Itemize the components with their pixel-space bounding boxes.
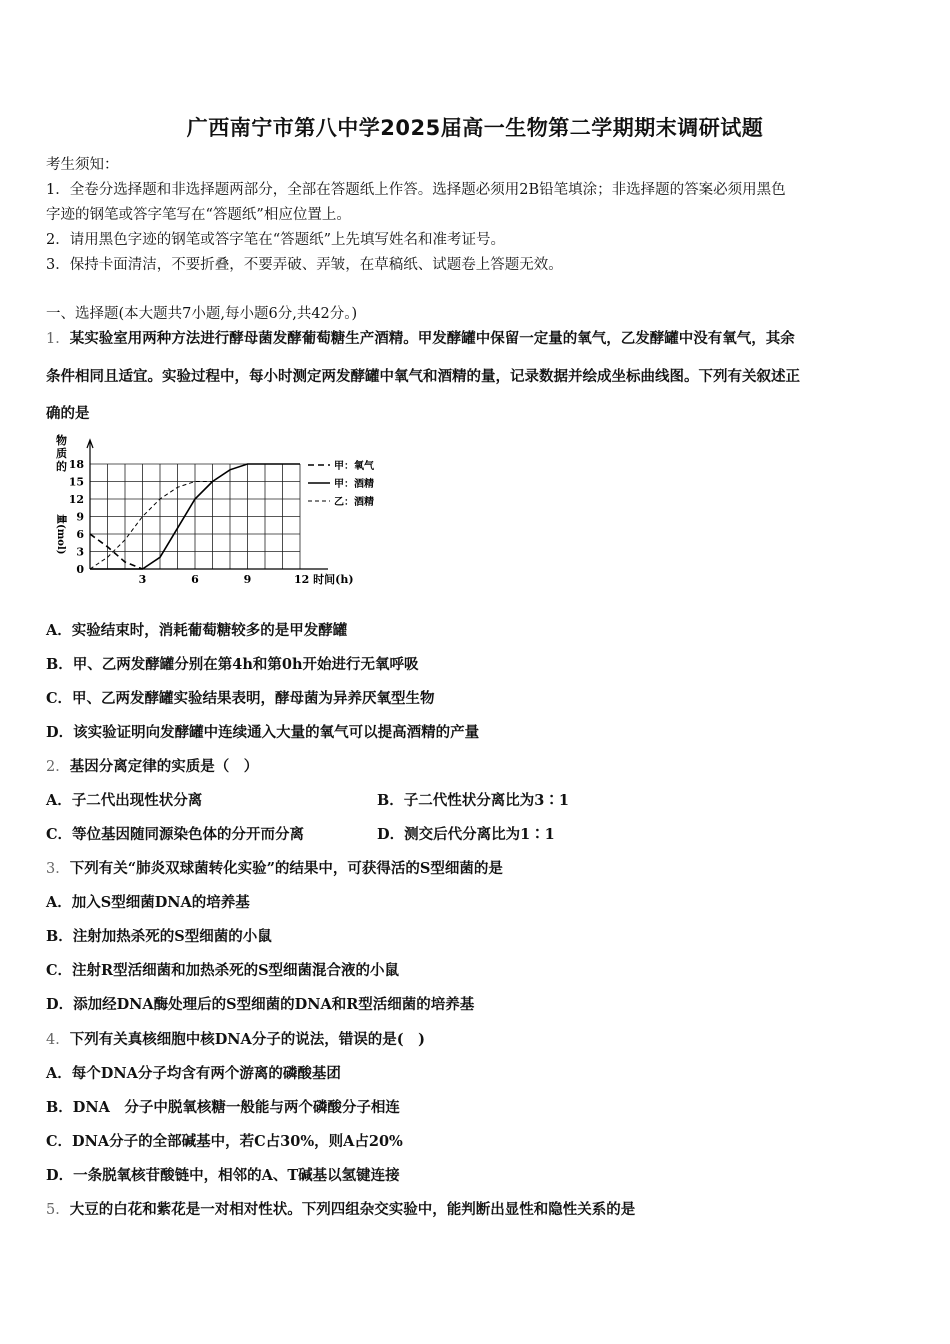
notice-item: 1．全卷分选择题和非选择题两部分，全部在答题纸上作答。选择题必须用2B铅笔填涂；非选择题的答案必须用黑色 [46,182,786,198]
chart-legend [308,459,375,508]
chart-xlabel: 12 时间(h) [294,573,354,586]
chart-ylabel [56,433,67,473]
question-number: 3． [46,861,70,877]
question-2 [46,755,258,776]
q4-option-b: B．DNA 分子中脱氧核糖一般能与两个磷酸分子相连 [46,1099,400,1116]
q2-option-d: D．测交后代分离比为1∶1 [377,826,555,843]
chart-grid [90,464,300,569]
ylabel-char: 质 [56,447,67,460]
q3-option-d: D．添加经DNA酶处理后的S型细菌的DNA和R型活细菌的培养基 [46,996,475,1013]
legend-label: 甲：氧气 [334,461,374,472]
y-tick-label: 18 [68,458,84,471]
question-1-cont: 确的是 [46,405,90,422]
q2-option-c: C．等位基因随同源染色体的分开而分离 [46,826,305,843]
series-line-2 [90,482,213,570]
y-tick-label: 12 [68,493,84,506]
notice-heading: 考生须知： [46,157,119,173]
x-tick-label: 9 [243,573,252,586]
question-text: 大豆的白花和紫花是一对相对性状。下列四组杂交实验中，能判断出显性和隐性关系的是 [69,1201,636,1218]
question-number: 1． [46,331,70,347]
question-text: 某实验室用两种方法进行酵母菌发酵葡萄糖生产酒精。甲发酵罐中保留一定量的氧气，乙发酵罐中没有氧气，其余 [69,330,795,347]
question-text: 下列有关“肺炎双球菌转化实验”的结果中，可获得活的S型细菌的是 [69,860,503,877]
question-text: 下列有关真核细胞中核DNA分子的说法，错误的是( ) [69,1031,426,1048]
chart-axes [87,440,328,569]
q3-option-a: A．加入S型细菌DNA的培养基 [46,894,250,911]
page-title: 广西南宁市第八中学2025届高一生物第二学期期末调研试题 [186,116,764,140]
question-5 [46,1198,635,1219]
q4-option-c: C．DNA分子的全部碱基中，若C占30%，则A占20% [46,1133,403,1150]
x-tick-label: 6 [191,573,199,586]
q1-option-a: A．实验结束时，消耗葡萄糖较多的是甲发酵罐 [46,622,348,639]
q2-option-b: B．子二代性状分离比为3∶1 [377,792,569,809]
y-tick-label: 0 [76,563,84,576]
section-heading: 一、选择题(本大题共7小题,每小题6分,共42分。) [46,306,358,322]
ylabel-char: 的 [56,460,67,473]
q2-option-a: A．子二代出现性状分离 [46,792,203,809]
y-tick-label: 9 [76,510,84,524]
y-tick-label: 3 [76,545,84,559]
notice-item: 3．保持卡面清洁，不要折叠，不要弄破、弄皱，在草稿纸、试题卷上答题无效。 [46,257,563,273]
q1-option-d: D．该实验证明向发酵罐中连续通入大量的氧气可以提高酒精的产量 [46,724,480,741]
q4-option-d: D．一条脱氧核苷酸链中，相邻的A、T碱基以氢键连接 [46,1167,400,1184]
legend-label: 甲：酒精 [334,479,374,490]
question-number: 2． [46,759,70,775]
q1-option-b: B．甲、乙两发酵罐分别在第4h和第0h开始进行无氧呼吸 [46,656,419,673]
q3-option-c: C．注射R型活细菌和加热杀死的S型细菌混合液的小鼠 [46,962,400,979]
question-1 [46,327,795,348]
question-1-cont: 条件相同且适宜。实验过程中，每小时测定两发酵罐中氧气和酒精的量，记录数据并绘成坐标曲线图。下列有关叙述正 [46,368,800,385]
q4-option-a: A．每个DNA分子均含有两个游离的磷酸基团 [46,1065,341,1082]
notice-item: 字迹的钢笔或答字笔写在“答题纸”相应位置上。 [46,207,351,223]
ylabel-char: 物 [56,434,67,447]
question-4 [46,1028,425,1049]
question-number: 4． [46,1032,70,1048]
q1-option-c: C．甲、乙两发酵罐实验结果表明，酵母菌为异养厌氧型生物 [46,690,435,707]
ylabel-unit: 量(mol) [55,514,66,555]
y-tick-label: 15 [68,475,84,489]
y-tick-label: 6 [76,528,84,541]
notice-item: 2．请用黑色字迹的钢笔或答字笔在“答题纸”上先填写姓名和准考证号。 [46,232,506,248]
q3-option-b: B．注射加热杀死的S型细菌的小鼠 [46,928,272,945]
question-text: 基因分离定律的实质是（ ） [69,758,259,775]
x-tick-label: 3 [138,573,147,586]
question-number: 5． [46,1202,70,1218]
fermentation-chart [42,430,402,590]
question-3 [46,857,503,878]
legend-label: 乙：酒精 [334,497,374,508]
